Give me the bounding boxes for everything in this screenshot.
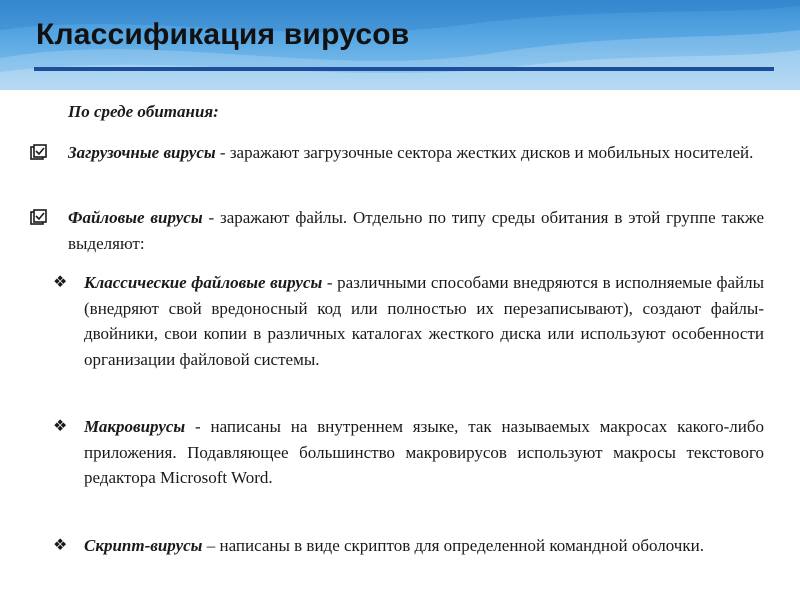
list-item-file-viruses (68, 205, 764, 256)
section-subhead: По среде обитания: (68, 102, 219, 121)
term: Загрузочные вирусы (68, 143, 216, 162)
description: - заражают загрузочные сектора жестких дисков и мобильных носителей. (215, 143, 754, 162)
diamond-bullet-icon: ❖ (53, 272, 68, 291)
description: - написаны на внутреннем языке, так называемых макросах какого-либо приложения. Подавляющее большинство макровирусов используют макросы текстового редактора Microsoft Word. (84, 417, 764, 487)
term: Файловые вирусы (68, 208, 203, 227)
list-item-macroviruses (84, 414, 764, 491)
slide-title: Классификация вирусов (36, 18, 410, 51)
list-item-classic-file-viruses (84, 270, 764, 372)
checkbox-bullet-icon (30, 209, 48, 227)
list-item-boot-viruses (68, 140, 760, 166)
list-item-script-viruses (84, 533, 764, 559)
description: - различными способами внедряются в исполняемые файлы (внедряют свой вредоносный код или полностью их перезаписывают), создают файлы-двойники, свои копии в различных каталогах жесткого диска или используют особенности организации файловой системы. (84, 273, 765, 369)
term: Макровирусы (84, 417, 186, 436)
checkbox-bullet-icon (30, 144, 48, 162)
description: - заражают файлы. Отдельно по типу среды обитания в этой группе также выделяют: (68, 208, 764, 253)
term: Скрипт-вирусы (84, 536, 203, 555)
term: Классические файловые вирусы (84, 273, 323, 292)
diamond-bullet-icon: ❖ (53, 416, 68, 435)
diamond-bullet-icon: ❖ (53, 535, 68, 554)
description: – написаны в виде скриптов для определенной командной оболочки. (202, 536, 704, 555)
